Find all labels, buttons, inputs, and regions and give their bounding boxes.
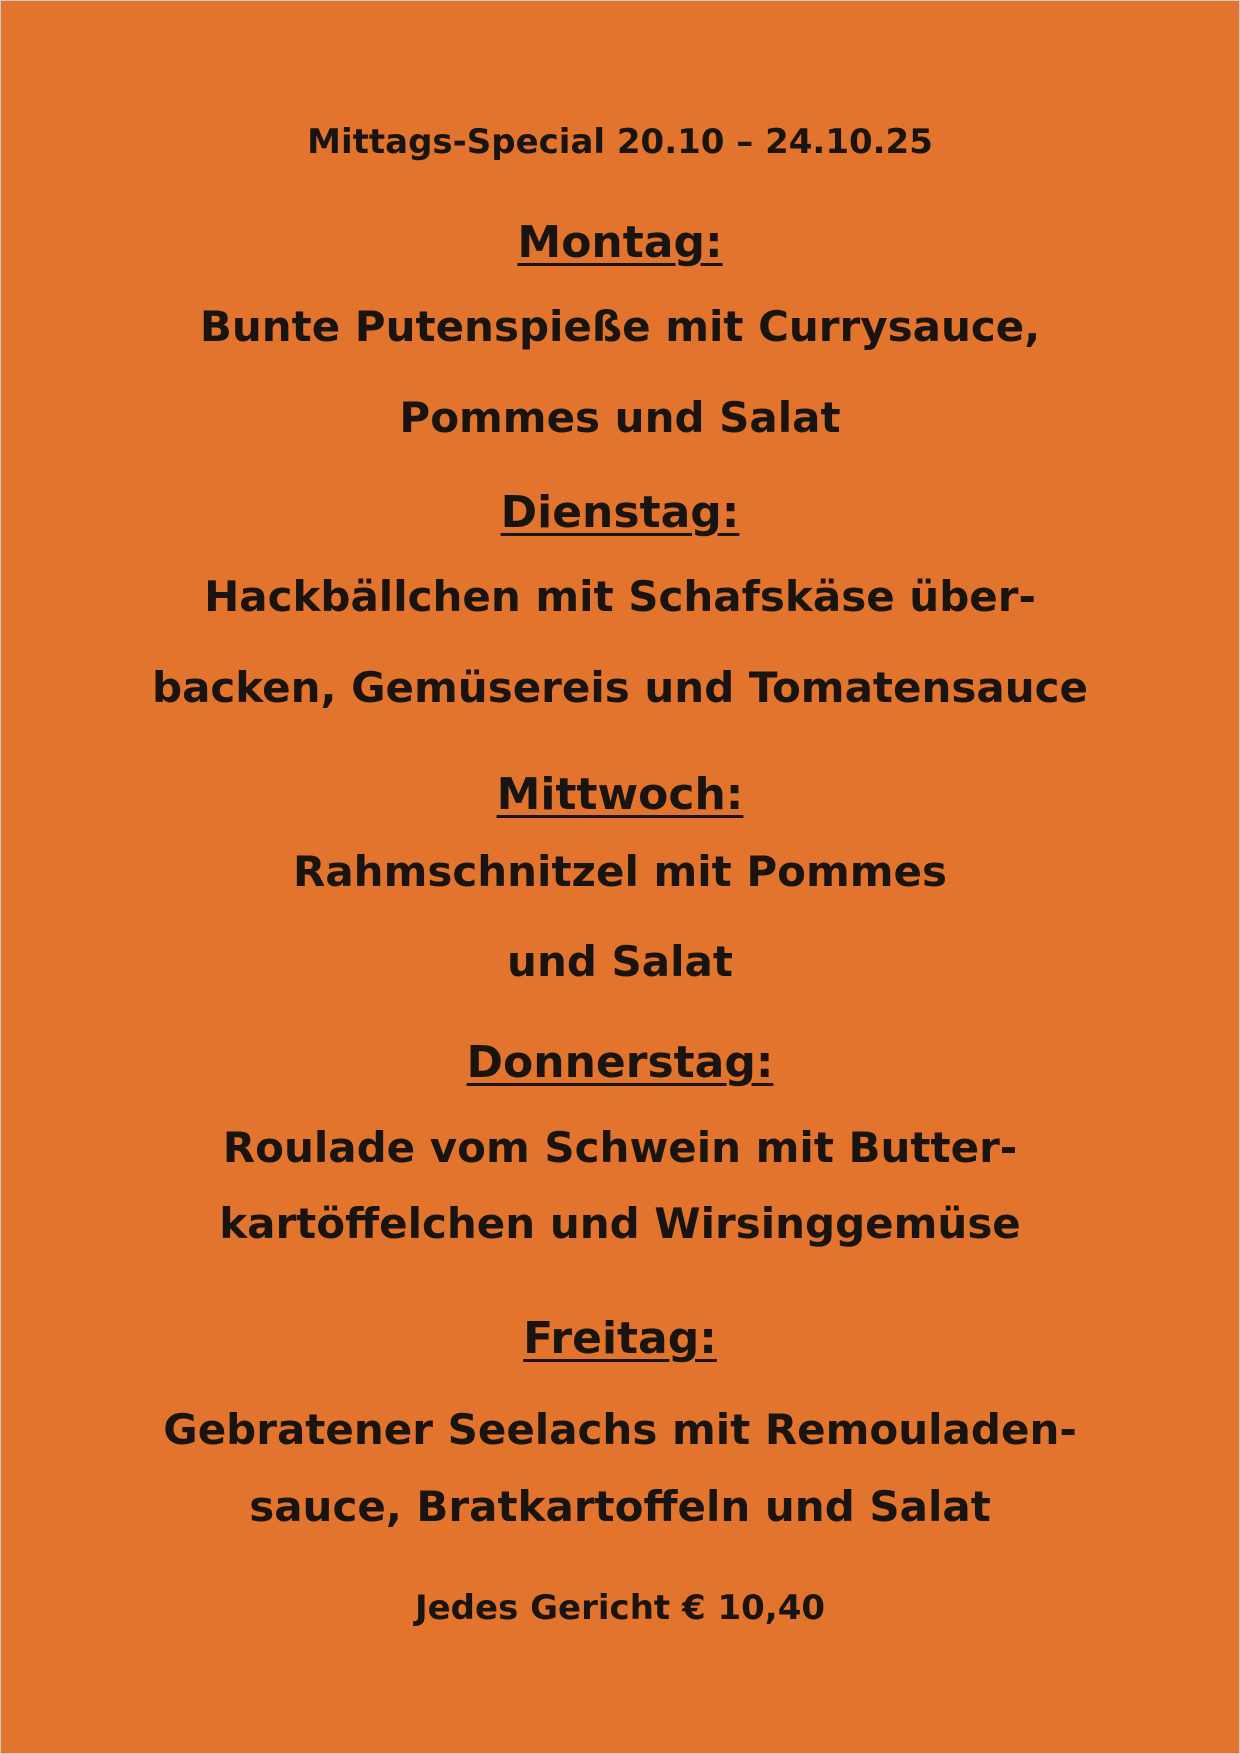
dish-wednesday-line-1: Rahmschnitzel mit Pommes — [293, 847, 947, 896]
dish-friday-line-1: Gebratener Seelachs mit Remouladen- — [163, 1405, 1077, 1454]
price-note: Jedes Gericht € 10,40 — [414, 1588, 826, 1628]
dish-monday-line-1: Bunte Putenspieße mit Currysauce, — [199, 302, 1041, 351]
dish-thursday-line-1: Roulade vom Schwein mit Butter- — [222, 1123, 1018, 1172]
dish-tuesday-line-1: Hackbällchen mit Schafskäse über- — [204, 572, 1036, 621]
menu-title: Mittags-Special 20.10 – 24.10.25 — [307, 122, 933, 162]
dish-thursday-line-2: kartöffelchen und Wirsinggemüse — [219, 1199, 1021, 1248]
dish-friday-line-2: sauce, Bratkartoffeln und Salat — [249, 1482, 991, 1531]
dish-wednesday-line-2: und Salat — [507, 937, 733, 986]
dish-tuesday-line-2: backen, Gemüsereis und Tomatensauce — [152, 663, 1088, 712]
day-heading-tuesday: Dienstag: — [500, 487, 740, 538]
day-heading-wednesday: Mittwoch: — [496, 769, 744, 820]
dish-monday-line-2: Pommes und Salat — [399, 393, 841, 442]
day-heading-friday: Freitag: — [523, 1313, 717, 1364]
day-heading-thursday: Donnerstag: — [466, 1037, 774, 1088]
day-heading-monday: Montag: — [517, 217, 723, 268]
